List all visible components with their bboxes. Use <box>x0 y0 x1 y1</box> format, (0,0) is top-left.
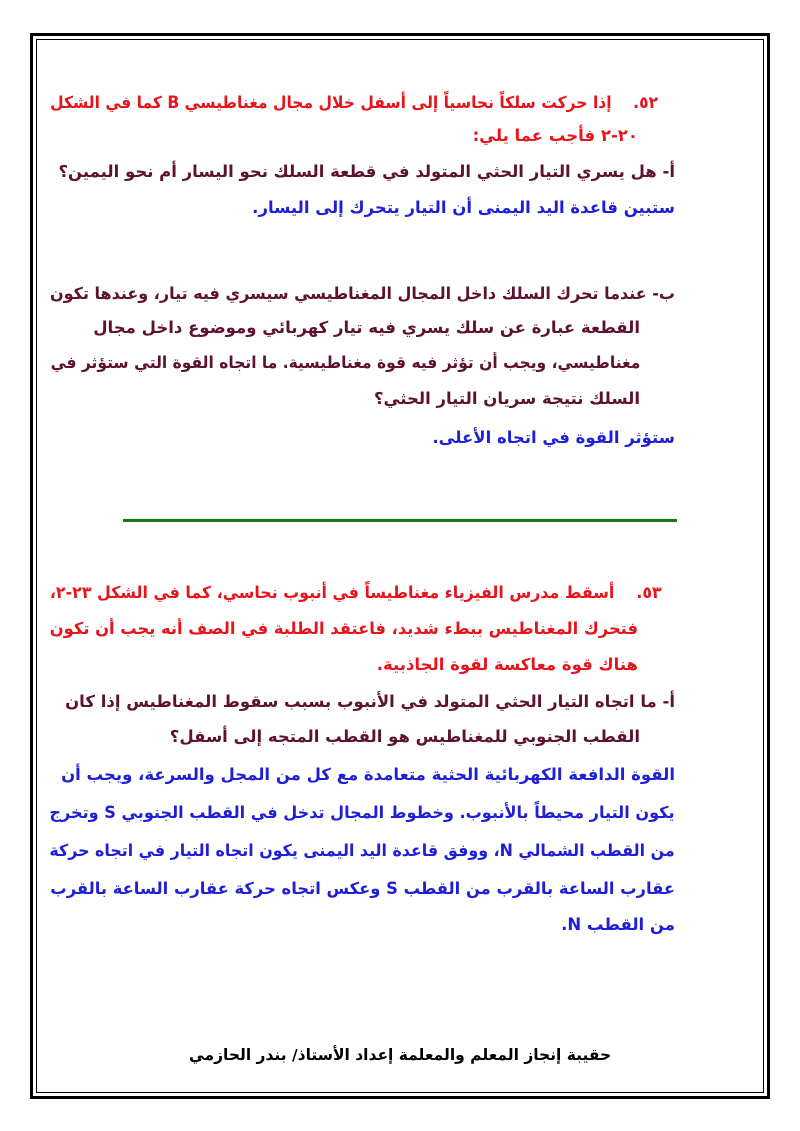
q53-answer-line-4: عقارب الساعة بالقرب من القطب S وعكس اتجاه حركة عقارب الساعة بالقرب <box>50 879 675 898</box>
q52-part-b-line-3: مغناطيسي، ويجب أن تؤثر فيه قوة مغناطيسية. ما اتجاه القوة التي ستؤثر في <box>50 353 640 372</box>
q52-part-b-answer: ستؤثر القوة في اتجاه الأعلى. <box>432 428 675 447</box>
q52-part-b-line-1: ب- عندما تحرك السلك داخل المجال المغناطيسي سيسري فيه تيار، وعندها تكون <box>50 284 675 303</box>
question-53-line-3: هناك قوة معاكسة لقوة الجاذبية. <box>376 655 638 674</box>
q52-part-a-answer: ستبين قاعدة اليد اليمنى أن التيار يتحرك إلى اليسار. <box>252 198 675 217</box>
q53-answer-line-3: من القطب الشمالي N، ووفق قاعدة اليد اليمنى يكون اتجاه التيار في اتجاه حركة <box>49 841 675 860</box>
question-52-number: ٥٢. <box>633 93 658 112</box>
q52-part-b-line-2: القطعة عبارة عن سلك يسري فيه تيار كهربائي وموضوع داخل مجال <box>93 318 640 337</box>
page-footer: حقيبة إنجاز المعلم والمعلمة إعداد الأستاذ/ بندر الحازمي <box>188 1046 612 1064</box>
q53-answer-line-1: القوة الدافعة الكهربائية الحثية متعامدة مع كل من المجل والسرعة، ويجب أن <box>61 765 675 784</box>
q53-answer-line-2: يكون التيار محيطاً بالأنبوب. وخطوط المجال تدخل في القطب الجنوبي S وتخرج <box>49 803 675 822</box>
question-52-line-1 <box>50 91 658 115</box>
q53-part-a-line-2: القطب الجنوبي للمغناطيس هو القطب المتجه إلى أسفل؟ <box>169 727 640 746</box>
q52-part-b-line-4: السلك نتيجة سريان التيار الحثي؟ <box>373 389 640 408</box>
question-52-line-2: ٢٠-٢ فأجب عما يلي: <box>472 126 638 145</box>
q53-answer-line-5: من القطب N. <box>561 915 675 934</box>
q52-part-a-question: أ- هل يسري التيار الحثي المتولد في قطعة السلك نحو اليسار أم نحو اليمين؟ <box>58 162 675 181</box>
section-divider <box>123 519 677 522</box>
question-53-line-2: فتحرك المغناطيس ببطء شديد، فاعتقد الطلبة في الصف أنه يجب أن تكون <box>49 619 638 638</box>
question-52-text: إذا حركت سلكاً نحاسياً إلى أسفل خلال مجال مغناطيسي B كما في الشكل <box>50 93 612 112</box>
q53-part-a-line-1: أ- ما اتجاه التيار الحثي المتولد في الأنبوب بسبب سقوط المغناطيس إذا كان <box>65 692 675 711</box>
question-53-number: ٥٣. <box>636 583 662 602</box>
question-53-text: أسقط مدرس الفيزياء مغناطيساً في أنبوب نحاسي، كما في الشكل ٢٣-٢، <box>50 583 615 602</box>
question-53-line-1 <box>50 581 662 605</box>
